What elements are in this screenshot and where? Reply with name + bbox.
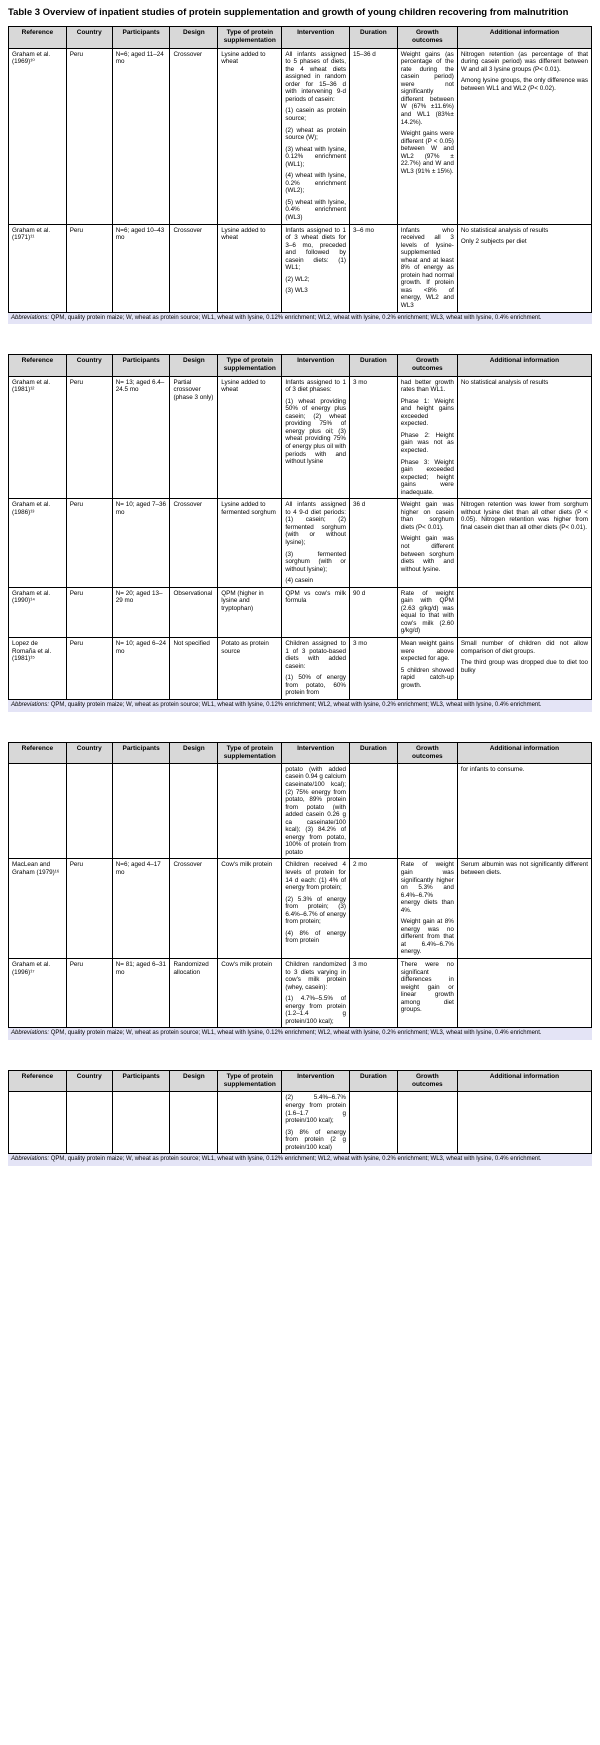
table-section bbox=[8, 354, 592, 711]
abbreviations-note bbox=[8, 1028, 592, 1040]
table-cell bbox=[66, 959, 112, 1028]
cell-paragraph: All infants assigned to 5 phases of diets, the 4 wheat diets assigned in random order for 15–36 d with intervening 9-d periods of casein: bbox=[285, 50, 346, 103]
table-sections bbox=[8, 26, 592, 1166]
table-cell bbox=[457, 959, 591, 1028]
table-cell bbox=[218, 587, 282, 637]
cell-paragraph: No statistical analysis of results bbox=[460, 378, 549, 386]
cell-paragraph: Crossover bbox=[173, 226, 203, 234]
cell-paragraph: Peru bbox=[69, 589, 84, 597]
table-cell bbox=[350, 763, 398, 859]
table-cell bbox=[350, 376, 398, 499]
column-header: Growth outcomes bbox=[397, 355, 457, 376]
table-cell bbox=[282, 587, 350, 637]
cell-paragraph: Lysine added to wheat bbox=[221, 50, 266, 66]
column-header: Participants bbox=[112, 355, 170, 376]
cell-paragraph: (2) wheat as protein source (W); bbox=[285, 126, 346, 142]
cell-paragraph: potato (with added casein 0.94 g calcium caseinate/100 kcal); (2) 75% energy from potato, 89% protein from potato (with added casein 0.26 g ca caseinate/100 kcal); (3) 84.2% of energy from potato, 100% of protein from potato bbox=[285, 765, 346, 856]
cell-paragraph: Graham et al. (1996)¹⁷ bbox=[12, 961, 51, 976]
table-section bbox=[8, 1070, 592, 1166]
table-cell bbox=[397, 1092, 457, 1154]
cell-paragraph: Only 2 subjects per diet bbox=[460, 238, 527, 246]
table-row bbox=[9, 587, 592, 637]
table-cell bbox=[350, 499, 398, 587]
table-cell bbox=[9, 959, 67, 1028]
table-cell bbox=[170, 959, 218, 1028]
abbreviations-text: QPM, quality protein maize; W, wheat as protein source; WL1, wheat with lysine, 0.12% enrichment; WL2, wheat with lysine, 0.2% enrichment; WL3, wheat with lysine, 0.4% enrichment. bbox=[49, 314, 542, 321]
table-cell bbox=[350, 587, 398, 637]
cell-paragraph: (4) casein bbox=[285, 577, 314, 585]
column-header: Country bbox=[66, 1071, 112, 1092]
table-cell bbox=[112, 587, 170, 637]
table-cell bbox=[397, 859, 457, 959]
column-header: Additional information bbox=[457, 1071, 591, 1092]
table-cell bbox=[218, 763, 282, 859]
column-header: Type of protein supplementation bbox=[218, 355, 282, 376]
column-header: Participants bbox=[112, 27, 170, 48]
column-header: Country bbox=[66, 27, 112, 48]
column-header: Duration bbox=[350, 742, 398, 763]
cell-paragraph: Crossover bbox=[173, 501, 203, 509]
table-cell bbox=[282, 376, 350, 499]
cell-paragraph: (1) 50% of energy from potato, 60% protein from bbox=[285, 674, 346, 697]
column-header: Duration bbox=[350, 27, 398, 48]
cell-paragraph: 2 mo bbox=[353, 861, 367, 869]
column-header: Type of protein supplementation bbox=[218, 27, 282, 48]
table-row bbox=[9, 48, 592, 224]
cell-paragraph: Peru bbox=[69, 501, 84, 509]
cell-paragraph: Weight gains (as percentage of the rate during the casein period) were not significantly different between W (67% ±11.6%) and WL1 (83%± 14.2%). bbox=[400, 50, 454, 126]
cell-paragraph: Peru bbox=[69, 226, 84, 234]
cell-paragraph: Peru bbox=[69, 961, 84, 968]
header-row bbox=[9, 27, 592, 48]
abbreviations-note bbox=[8, 313, 592, 325]
cell-paragraph: Partial crossover (phase 3 only) bbox=[173, 378, 214, 401]
table-cell bbox=[457, 499, 591, 587]
header-row bbox=[9, 1071, 592, 1092]
table-row bbox=[9, 763, 592, 859]
table-cell bbox=[170, 499, 218, 587]
cell-paragraph: (1) wheat providing 50% of energy plus casein; (2) wheat providing 75% of energy plus oil; (3) wheat providing 75% of energy plus oil with periods with and without lysine bbox=[285, 397, 346, 466]
cell-paragraph: (1) 4.7%–5.5% of energy from protein (1.2–1.4 g protein/100 kcal); bbox=[285, 995, 346, 1025]
table-cell bbox=[457, 48, 591, 224]
cell-paragraph: Peru bbox=[69, 50, 84, 58]
results-table bbox=[8, 26, 592, 312]
table-cell bbox=[66, 499, 112, 587]
table-cell bbox=[282, 638, 350, 700]
table-cell bbox=[397, 763, 457, 859]
table-cell bbox=[397, 48, 457, 224]
cell-paragraph: Graham et al. (1969)¹⁰ bbox=[12, 50, 51, 66]
table-cell bbox=[112, 499, 170, 587]
table-cell bbox=[218, 638, 282, 700]
table-cell bbox=[457, 587, 591, 637]
cell-paragraph: There were no significant differences in weight gain or linear growth among diet groups. bbox=[400, 961, 454, 1014]
cell-paragraph: Serum albumin was not significantly different between diets. bbox=[460, 861, 588, 876]
cell-paragraph: (3) wheat with lysine, 0.12% enrichment (WL1); bbox=[285, 145, 346, 168]
cell-paragraph: N= 10; aged 6–24 mo bbox=[115, 640, 166, 655]
table-row bbox=[9, 638, 592, 700]
cell-paragraph: (3) WL3 bbox=[285, 287, 308, 295]
table-cell bbox=[350, 1092, 398, 1154]
results-table bbox=[8, 354, 592, 699]
table-cell bbox=[282, 224, 350, 312]
table-cell bbox=[350, 959, 398, 1028]
abbreviations-note bbox=[8, 700, 592, 712]
header-row bbox=[9, 742, 592, 763]
column-header: Intervention bbox=[282, 27, 350, 48]
cell-paragraph: (3) fermented sorghum (with or without lysine); bbox=[285, 550, 346, 573]
table-cell bbox=[397, 224, 457, 312]
table-cell bbox=[112, 638, 170, 700]
cell-paragraph: Crossover bbox=[173, 861, 203, 869]
table-cell bbox=[457, 224, 591, 312]
cell-paragraph: Among lysine groups, the only difference was between WL1 and WL2 (P< 0.02). bbox=[460, 77, 588, 92]
cell-paragraph: Nitrogen retention (as percentage of that during casein period) was different between W and all 3 lysine groups (P< 0.01). bbox=[460, 50, 588, 73]
table-title: Table 3 Overview of inpatient studies of protein supplementation and growth of young children recovering from malnutrition bbox=[8, 7, 569, 18]
cell-paragraph: Graham et al. (1990)¹⁴ bbox=[12, 589, 51, 605]
cell-paragraph: Phase 1: Weight and height gains exceeded expected. bbox=[400, 397, 454, 428]
cell-paragraph: (2) 5.4%–6.7% energy from protein (1.6–1.7 g protein/100 kcal); bbox=[285, 1094, 346, 1125]
table-cell bbox=[397, 499, 457, 587]
cell-paragraph: N= 10; aged 7–36 mo bbox=[115, 501, 166, 516]
cell-paragraph: (3) 8% of energy from protein (2 g protein/100 kcal) bbox=[285, 1128, 346, 1151]
table-cell bbox=[9, 638, 67, 700]
column-header: Growth outcomes bbox=[397, 742, 457, 763]
table-cell bbox=[9, 224, 67, 312]
cell-paragraph: Cow's milk protein bbox=[221, 861, 273, 869]
table-cell bbox=[9, 376, 67, 499]
cell-paragraph: 3 mo bbox=[353, 378, 367, 386]
cell-paragraph: Mean weight gains were above expected for age. bbox=[400, 640, 454, 663]
table-cell bbox=[282, 48, 350, 224]
cell-paragraph: N=6; aged 10–43 mo bbox=[115, 226, 165, 242]
table-cell bbox=[112, 959, 170, 1028]
column-header: Type of protein supplementation bbox=[218, 742, 282, 763]
cell-paragraph: Phase 2: Height gain was not as expected. bbox=[400, 431, 454, 454]
table-cell bbox=[66, 859, 112, 959]
cell-paragraph: Infants assigned to 1 of 3 wheat diets for 3–6 mo, preceded and followed by casein diets: (1) WL1; bbox=[285, 226, 346, 272]
column-header: Country bbox=[66, 355, 112, 376]
cell-paragraph: Graham et al. (1971)¹¹ bbox=[12, 226, 51, 242]
column-header: Additional information bbox=[457, 355, 591, 376]
column-header: Reference bbox=[9, 742, 67, 763]
cell-paragraph: N= 20; aged 13–29 mo bbox=[115, 589, 163, 605]
column-header: Design bbox=[170, 1071, 218, 1092]
cell-paragraph: (2) 5.3% of energy from protein; (3) 6.4%–6.7% of energy from protein; bbox=[285, 895, 346, 926]
cell-paragraph: Weight gain at 8% energy was no different from that at 6.4%–6.7% energy. bbox=[400, 918, 454, 956]
cell-paragraph: Graham et al. (1981)¹² bbox=[12, 378, 51, 394]
cell-paragraph: (2) WL2; bbox=[285, 275, 310, 283]
table-cell bbox=[282, 499, 350, 587]
column-header: Additional information bbox=[457, 27, 591, 48]
cell-paragraph: had better growth rates than WL1. bbox=[400, 378, 454, 394]
column-header: Country bbox=[66, 742, 112, 763]
cell-paragraph: Children assigned to 1 of 3 potato-based diets with added casein: bbox=[285, 640, 346, 670]
table-cell bbox=[9, 859, 67, 959]
header-row bbox=[9, 355, 592, 376]
table-cell bbox=[282, 859, 350, 959]
table-cell bbox=[9, 763, 67, 859]
table-row bbox=[9, 859, 592, 959]
cell-paragraph: Peru bbox=[69, 378, 84, 386]
column-header: Reference bbox=[9, 27, 67, 48]
column-header: Type of protein supplementation bbox=[218, 1071, 282, 1092]
table-cell bbox=[170, 224, 218, 312]
table-cell bbox=[112, 859, 170, 959]
table-cell bbox=[66, 48, 112, 224]
table-cell bbox=[397, 959, 457, 1028]
cell-paragraph: Cow's milk protein bbox=[221, 961, 273, 968]
table-cell bbox=[9, 499, 67, 587]
table-cell bbox=[282, 763, 350, 859]
abbreviations-text: QPM, quality protein maize; W, wheat as protein source; WL1, wheat with lysine, 0.12% enrichment; WL2, wheat with lysine, 0.2% enrichment; WL3, wheat with lysine, 0.4% enrichment. bbox=[49, 701, 542, 708]
cell-paragraph: No statistical analysis of results bbox=[460, 226, 549, 234]
column-header: Reference bbox=[9, 355, 67, 376]
cell-paragraph: All infants assigned to 4 9-d diet periods: (1) casein; (2) fermented sorghum (with or without lysine); bbox=[285, 501, 346, 546]
table-cell bbox=[112, 224, 170, 312]
abbreviations-note bbox=[8, 1154, 592, 1166]
table-cell bbox=[112, 1092, 170, 1154]
table-section bbox=[8, 26, 592, 324]
cell-paragraph: 15–36 d bbox=[353, 50, 376, 58]
cell-paragraph: 90 d bbox=[353, 589, 366, 597]
cell-paragraph: Lysine added to wheat bbox=[221, 226, 266, 242]
column-header: Growth outcomes bbox=[397, 27, 457, 48]
cell-paragraph: N= 81; aged 6–31 mo bbox=[115, 961, 166, 976]
table-section bbox=[8, 742, 592, 1041]
cell-paragraph: QPM (higher in lysine and tryptophan) bbox=[221, 589, 264, 612]
table-cell bbox=[112, 763, 170, 859]
table-cell bbox=[170, 587, 218, 637]
abbreviations-text: QPM, quality protein maize; W, wheat as protein source; WL1, wheat with lysine, 0.12% enrichment; WL2, wheat with lysine, 0.2% enrichment; WL3, wheat with lysine, 0.4% enrichment. bbox=[49, 1030, 542, 1037]
cell-paragraph: Nitrogen retention was lower from sorghum without lysine diet than all other diets (P < 0.05). Nitrogen retention was higher from final casein diet than all other diets (P< 0.01). bbox=[460, 501, 588, 531]
table-cell bbox=[457, 1092, 591, 1154]
table-cell bbox=[9, 587, 67, 637]
cell-paragraph: Lopez de Romaña et al. (1981)¹⁵ bbox=[12, 640, 52, 663]
table-cell bbox=[457, 763, 591, 859]
table-cell bbox=[282, 959, 350, 1028]
cell-paragraph: N=6; aged 11–24 mo bbox=[115, 50, 164, 66]
table-cell bbox=[218, 376, 282, 499]
cell-paragraph: Weight gain was not different between sorghum diets with and without lysine. bbox=[400, 535, 454, 573]
cell-paragraph: 3–6 mo bbox=[353, 226, 375, 234]
table-cell bbox=[218, 499, 282, 587]
cell-paragraph: Not specified bbox=[173, 640, 210, 647]
results-table bbox=[8, 742, 592, 1029]
cell-paragraph: Observational bbox=[173, 589, 213, 597]
cell-paragraph: Children randomized to 3 diets varying in cow's milk protein (whey, casein): bbox=[285, 961, 346, 991]
cell-paragraph: N=6; aged 4–17 mo bbox=[115, 861, 161, 876]
table-row bbox=[9, 1092, 592, 1154]
table-cell bbox=[170, 859, 218, 959]
column-header: Design bbox=[170, 27, 218, 48]
results-table bbox=[8, 1070, 592, 1154]
cell-paragraph: Lysine added to fermented sorghum bbox=[221, 501, 276, 516]
table-cell bbox=[457, 859, 591, 959]
column-header: Duration bbox=[350, 1071, 398, 1092]
cell-paragraph: The third group was dropped due to diet too bulky bbox=[460, 659, 588, 674]
cell-paragraph: (4) wheat with lysine, 0.2% enrichment (WL2); bbox=[285, 172, 346, 195]
cell-paragraph: Crossover bbox=[173, 50, 203, 58]
table-cell bbox=[397, 587, 457, 637]
abbreviations-label: Abbreviations: bbox=[11, 1030, 50, 1037]
cell-paragraph: Potato as protein source bbox=[221, 640, 269, 655]
column-header: Additional information bbox=[457, 742, 591, 763]
table-cell bbox=[218, 859, 282, 959]
cell-paragraph: Children received 4 levels of protein for 14 d each: (1) 4% of energy from protein; bbox=[285, 861, 346, 892]
table-cell bbox=[66, 376, 112, 499]
table-cell bbox=[170, 763, 218, 859]
abbreviations-text: QPM, quality protein maize; W, wheat as protein source; WL1, wheat with lysine, 0.12% enrichment; WL2, wheat with lysine, 0.2% enrichment; WL3, wheat with lysine, 0.4% enrichment. bbox=[49, 1156, 542, 1163]
cell-paragraph: QPM vs cow's milk formula bbox=[285, 589, 346, 605]
column-header: Participants bbox=[112, 742, 170, 763]
table-cell bbox=[170, 1092, 218, 1154]
table-cell bbox=[170, 638, 218, 700]
column-header: Growth outcomes bbox=[397, 1071, 457, 1092]
table-row bbox=[9, 499, 592, 587]
cell-paragraph: Phase 3: Weight gain exceeded expected; height gains were inadequate. bbox=[400, 458, 454, 496]
table-cell bbox=[66, 224, 112, 312]
table-row bbox=[9, 959, 592, 1028]
table-cell bbox=[350, 859, 398, 959]
table-cell bbox=[350, 48, 398, 224]
cell-paragraph: N= 13; aged 6.4–24.5 mo bbox=[115, 378, 165, 394]
table-cell bbox=[66, 638, 112, 700]
cell-paragraph: (5) wheat with lysine, 0.4% enrichment (WL3) bbox=[285, 198, 346, 221]
cell-paragraph: Infants who received all 3 levels of lysine-supplemented wheat and at least 8% of energy as protein had normal growth. If protein was <8% of energy, WL2 and WL3 bbox=[400, 226, 454, 309]
column-header: Participants bbox=[112, 1071, 170, 1092]
cell-paragraph: Weight gain was higher on casein than sorghum diets (P< 0.01). bbox=[400, 501, 454, 531]
column-header: Design bbox=[170, 742, 218, 763]
table-cell bbox=[397, 376, 457, 499]
cell-paragraph: 5 children showed rapid catch-up growth. bbox=[400, 666, 454, 689]
cell-paragraph: Graham et al. (1986)¹³ bbox=[12, 501, 51, 516]
table-cell bbox=[350, 224, 398, 312]
table-cell bbox=[112, 376, 170, 499]
abbreviations-label: Abbreviations: bbox=[11, 314, 50, 321]
cell-paragraph: Peru bbox=[69, 640, 84, 647]
table-cell bbox=[9, 1092, 67, 1154]
cell-paragraph: for infants to consume. bbox=[460, 765, 525, 773]
table-cell bbox=[112, 48, 170, 224]
table-cell bbox=[282, 1092, 350, 1154]
table-row bbox=[9, 224, 592, 312]
column-header: Intervention bbox=[282, 742, 350, 763]
table-cell bbox=[350, 638, 398, 700]
table-cell bbox=[170, 376, 218, 499]
abbreviations-label: Abbreviations: bbox=[11, 1156, 50, 1163]
column-header: Design bbox=[170, 355, 218, 376]
column-header: Duration bbox=[350, 355, 398, 376]
table-cell bbox=[218, 959, 282, 1028]
cell-paragraph: 3 mo bbox=[353, 961, 367, 968]
cell-paragraph: Infants assigned to 1 of 3 diet phases: bbox=[285, 378, 346, 394]
abbreviations-label: Abbreviations: bbox=[11, 701, 50, 708]
table-cell bbox=[66, 763, 112, 859]
table-cell bbox=[218, 48, 282, 224]
table-cell bbox=[457, 376, 591, 499]
cell-paragraph: (4) 8% of energy from protein bbox=[285, 929, 346, 945]
cell-paragraph: 3 mo bbox=[353, 640, 367, 647]
cell-paragraph: MacLean and Graham (1979)¹⁶ bbox=[12, 861, 60, 876]
cell-paragraph: Lysine added to wheat bbox=[221, 378, 266, 394]
table-row bbox=[9, 376, 592, 499]
column-header: Reference bbox=[9, 1071, 67, 1092]
cell-paragraph: Rate of weight gain with QPM (2.63 g/kg/d) was equal to that with cow's milk (2.60 g/kg/d) bbox=[400, 589, 454, 635]
table-cell bbox=[66, 587, 112, 637]
table-cell bbox=[397, 638, 457, 700]
cell-paragraph: Peru bbox=[69, 861, 84, 869]
cell-paragraph: Small number of children did not allow comparison of diet groups. bbox=[460, 640, 588, 655]
cell-paragraph: Randomized allocation bbox=[173, 961, 209, 976]
table-cell bbox=[457, 638, 591, 700]
column-header: Intervention bbox=[282, 355, 350, 376]
cell-paragraph: Weight gains were different (P < 0.05) between W and WL2 (97% ± 22.7%) and W and WL3 (91% ± 15%). bbox=[400, 130, 454, 175]
table-cell bbox=[66, 1092, 112, 1154]
cell-paragraph: Rate of weight gain was significantly higher on 5.3% and 6.4%–6.7% energy diets than 4%. bbox=[400, 861, 454, 914]
table-cell bbox=[218, 224, 282, 312]
table-cell bbox=[9, 48, 67, 224]
column-header: Intervention bbox=[282, 1071, 350, 1092]
cell-paragraph: 36 d bbox=[353, 501, 366, 509]
table-cell bbox=[218, 1092, 282, 1154]
table-cell bbox=[170, 48, 218, 224]
cell-paragraph: (1) casein as protein source; bbox=[285, 107, 346, 122]
